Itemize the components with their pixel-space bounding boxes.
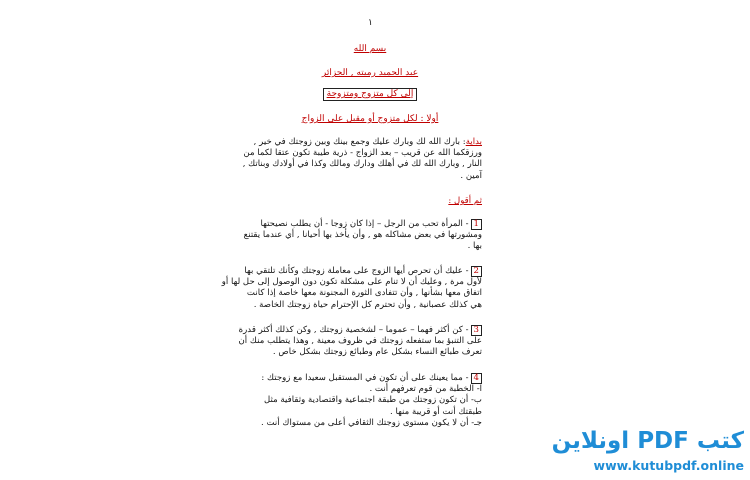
point-line: ب- أن تكون زوجتك من طبقة اجتماعية واقتصادية وثقافية مثل	[263, 395, 482, 406]
point-number: 4	[471, 373, 482, 384]
point-paragraph-1	[243, 219, 482, 253]
point-line: طبقتك أنت أو قريبة منها .	[390, 406, 482, 417]
point-paragraph-3	[238, 325, 482, 359]
boxed-heading-wrap	[250, 88, 490, 101]
point-line: جـ- أن لا يكون مستوى زوجتك الثقافي أعلى من مستواك أنت .	[261, 417, 482, 428]
point-line-text: - عليك أن تحرص أيها الزوج على معاملة زوجتك وكأنك تلتقي بها	[244, 266, 469, 276]
author-line: عبد الحميد رميته , الجزائر	[321, 68, 419, 78]
point-line: على التنبؤ بما ستفعله زوجتك في ظروف معينة , وهذا يتطلب منك أن	[238, 336, 482, 347]
point-line	[262, 219, 482, 230]
point-line: اتفاق معها بشأنها , وأن تتفادى الثورة المجنونة معها خاصة إذا كانت	[246, 288, 482, 299]
intro-line: آمين .	[460, 170, 482, 181]
point-line: لأول مرة , وعليك أن لا تنام على مشكلة تكون دون الوصول إلى حل لها أو	[221, 277, 482, 288]
watermark-url: www.kutubpdf.online	[593, 458, 744, 473]
point-line: ومشورتها في بعض مشاكله هو , وأن يأخذ بها أحيانا , أي عندما يقتنع	[243, 230, 482, 241]
point-line: بها .	[467, 241, 482, 252]
point-line: ا- الخطبة من قوم تعرفهم أنت .	[369, 384, 482, 395]
intro-line	[253, 137, 482, 148]
point-paragraph-4	[262, 373, 482, 429]
point-line	[244, 266, 482, 277]
then-label: ثم أقول :	[448, 196, 482, 206]
page-number: ١	[368, 18, 373, 28]
point-line-text: - المرأة تحب من الرجل – إذا كان زوجا - أن يطلب نصيحتها	[260, 219, 469, 229]
point-line	[262, 373, 482, 384]
intro-line-text: : بارك الله لك وبارك عليك وجمع بينك وبين زوجتك في خير ,	[253, 137, 466, 147]
boxed-heading: إلى كل متزوج ومتزوجة	[323, 88, 418, 101]
intro-line: ورزقكما الله عن قريب – بعد الزواج - ذرية طيبة تكون عتقا لكما من	[243, 148, 482, 159]
point-line-text: - كن أكثر فهما – عموما – لشخصية زوجتك , وكن كذلك أكثر قدرة	[238, 325, 469, 335]
point-number: 1	[471, 219, 482, 230]
basmala-heading: بسم الله	[353, 44, 387, 54]
section-title: أولا : لكل متزوج أو مقبل على الزواج	[301, 114, 439, 124]
intro-line: النار , وبارك الله لك في أهلك ودارك ومالك وكذا في أولادك وبناتك ,	[242, 159, 482, 170]
point-paragraph-2	[221, 266, 482, 311]
then-label-wrap	[262, 196, 482, 207]
point-number: 2	[471, 266, 482, 277]
intro-label: بداية	[465, 137, 482, 147]
point-line	[238, 325, 482, 336]
point-number: 3	[471, 325, 482, 336]
intro-paragraph	[242, 137, 482, 182]
point-line-text: - مما يعينك على أن تكون في المستقبل سعيدا مع زوجتك :	[261, 373, 469, 383]
watermark-title: كتب PDF اونلاين	[551, 428, 744, 454]
point-line: تعرف طبائع النساء بشكل عام وطبائع زوجتك بشكل خاص .	[272, 347, 482, 358]
point-line: هي كذلك عصبانية , وأن تحترم كل الإحترام حياة زوجتك الخاصة .	[253, 299, 482, 310]
